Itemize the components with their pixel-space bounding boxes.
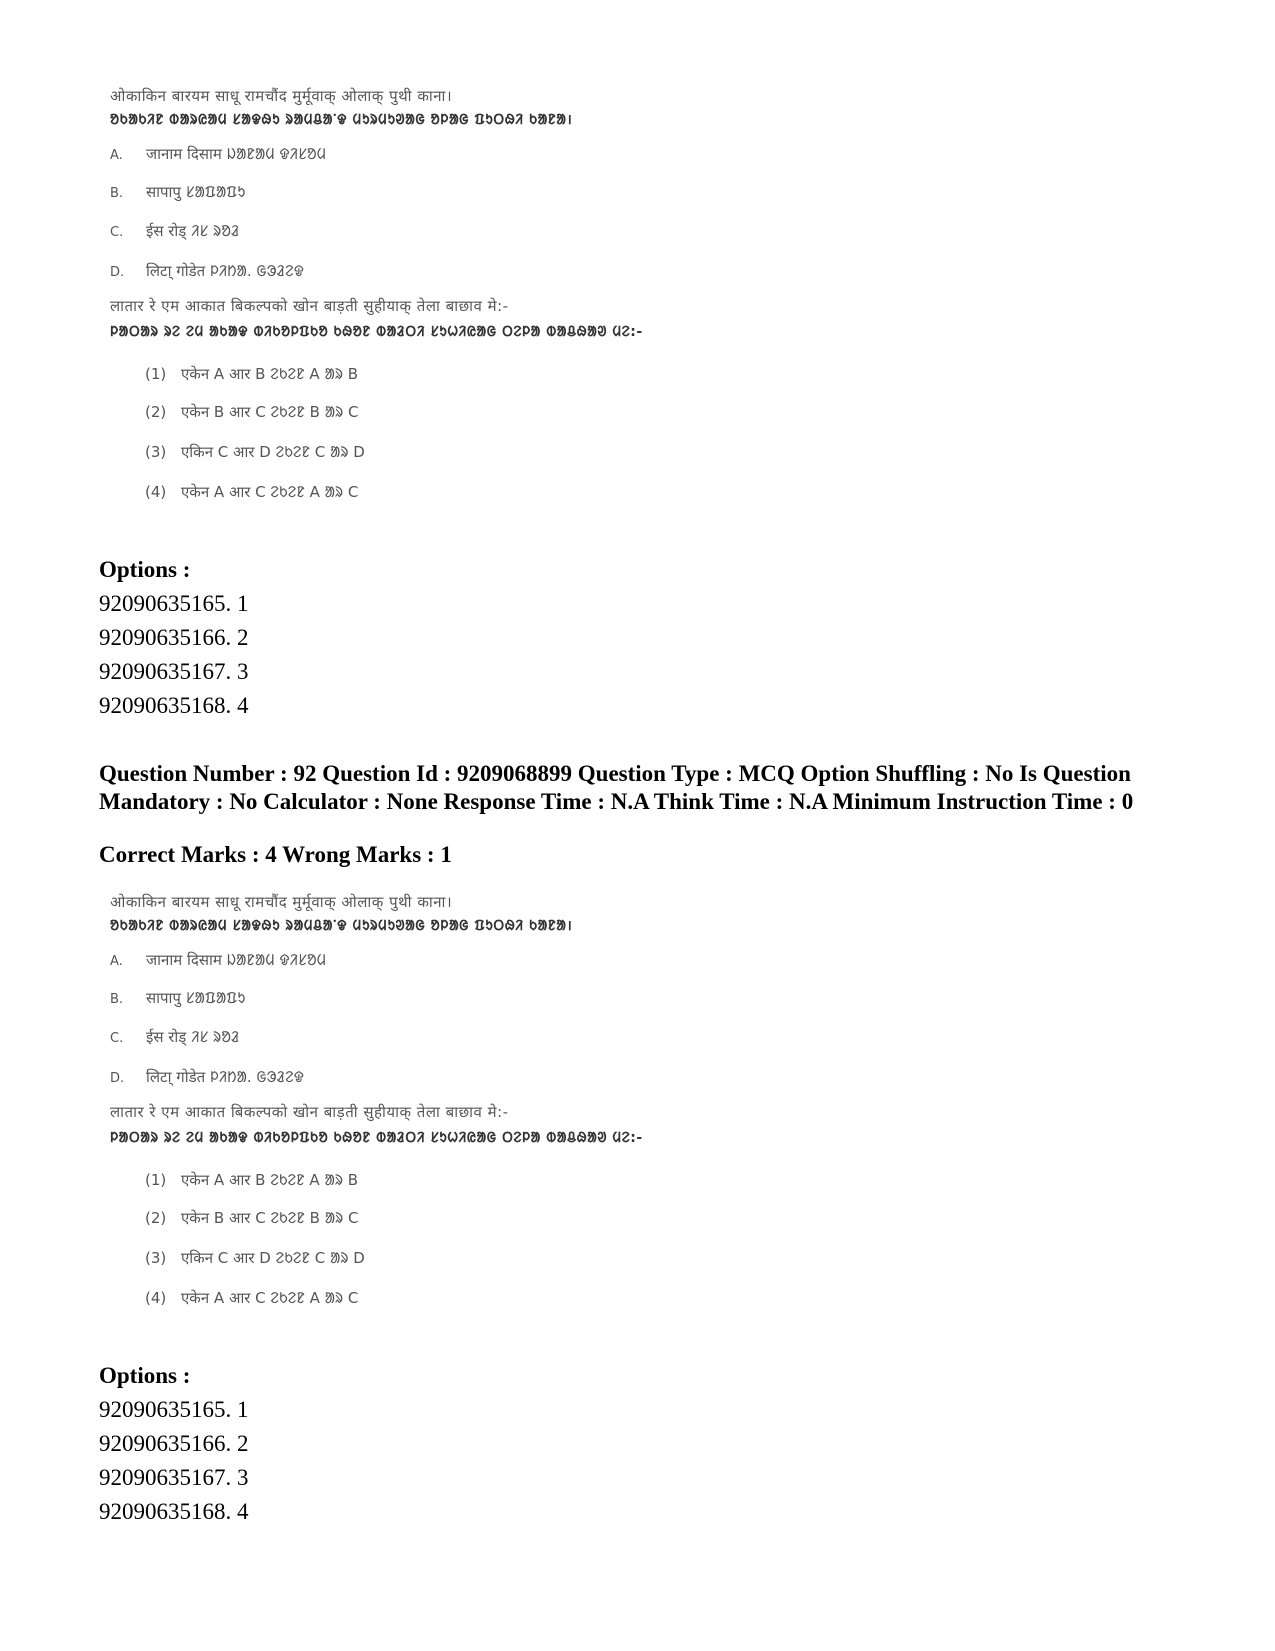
question-line-hindi: ओकाकिन बारयम साधू रामचौंद मुर्मूवाक् ओलाक् पुथी काना। <box>110 87 453 105</box>
list-item: B. सापापु ᱥᱟᱯᱟᱯᱩ <box>110 989 246 1007</box>
question-line-santali: ᱚᱠᱟᱠᱤᱱ ᱵᱟᱨᱭᱟᱢ ᱥᱟᱫᱷᱩ ᱨᱟᱢᱪᱟᱸᱫ ᱢᱩᱨᱢᱩᱣᱟᱜ ᱚᱞᱟᱜ ᱯᱩᱛᱷᱤ ᱠᱟᱱᱟ। <box>110 918 573 934</box>
list-item: A. जानाम दिसाम ᱡᱟᱱᱟᱢ ᱫᱤᱥᱚᱢ <box>110 145 327 163</box>
option-item: 92090635166. 2 <box>99 1431 249 1456</box>
option-item: 92090635168. 4 <box>99 693 249 718</box>
list-item: B. सापापु ᱥᱟᱯᱟᱯᱩ <box>110 183 246 201</box>
option-item: 92090635168. 4 <box>99 1499 249 1524</box>
option-item: 92090635167. 3 <box>99 659 249 684</box>
choice-item: (4) एकेन A आर C ᱮᱠᱮᱱ A ᱟᱨ C <box>145 483 359 501</box>
option-item: 92090635165. 1 <box>99 1397 249 1422</box>
list-item: C. ईस रोड् ᱤᱥ ᱨᱚᱲ <box>110 222 240 240</box>
option-item: 92090635166. 2 <box>99 625 249 650</box>
instruction-santali: ᱞᱟᱛᱟᱨ ᱨᱮ ᱮᱢ ᱟᱠᱟᱫ ᱵᱤᱠᱚᱞᱯᱠᱚ ᱠᱷᱚᱱ ᱵᱟᱲᱛᱤ ᱥᱩᱦᱤᱭᱟᱜ ᱛᱮᱞᱟ ᱵᱟᱪᱷᱟᱣ ᱢᱮ:- <box>110 324 643 340</box>
choice-item: (2) एकेन B आर C ᱮᱠᱮᱱ B ᱟᱨ C <box>145 403 359 421</box>
list-item: C. ईस रोड् ᱤᱥ ᱨᱚᱲ <box>110 1028 240 1046</box>
option-item: 92090635165. 1 <box>99 591 249 616</box>
options-title: Options : <box>99 557 191 582</box>
options-title: Options : <box>99 1363 191 1388</box>
option-item: 92090635167. 3 <box>99 1465 249 1490</box>
question-line-hindi: ओकाकिन बारयम साधू रामचौंद मुर्मूवाक् ओलाक् पुथी काना। <box>110 893 453 911</box>
question-line-santali: ᱚᱠᱟᱠᱤᱱ ᱵᱟᱨᱭᱟᱢ ᱥᱟᱫᱷᱩ ᱨᱟᱢᱪᱟᱸᱫ ᱢᱩᱨᱢᱩᱣᱟᱜ ᱚᱞᱟᱜ ᱯᱩᱛᱷᱤ ᱠᱟᱱᱟ। <box>110 112 573 128</box>
choice-item: (1) एकेन A आर B ᱮᱠᱮᱱ A ᱟᱨ B <box>145 1171 359 1189</box>
options-list <box>99 553 249 723</box>
question-marks: Correct Marks : 4 Wrong Marks : 1 <box>99 842 452 867</box>
choice-item: (2) एकेन B आर C ᱮᱠᱮᱱ B ᱟᱨ C <box>145 1209 359 1227</box>
instruction-santali: ᱞᱟᱛᱟᱨ ᱨᱮ ᱮᱢ ᱟᱠᱟᱫ ᱵᱤᱠᱚᱞᱯᱠᱚ ᱠᱷᱚᱱ ᱵᱟᱲᱛᱤ ᱥᱩᱦᱤᱭᱟᱜ ᱛᱮᱞᱟ ᱵᱟᱪᱷᱟᱣ ᱢᱮ:- <box>110 1130 643 1146</box>
list-item: A. जानाम दिसाम ᱡᱟᱱᱟᱢ ᱫᱤᱥᱚᱢ <box>110 951 327 969</box>
question-meta: Question Number : 92 Question Id : 9209068899 Question Type : MCQ Option Shuffling : No Is Question Mandatory : No Calculator : None Response Time : N.A Think Time : N.A Minimum Instruction Time : 0 <box>99 761 1134 814</box>
instruction-hindi: लातार रे एम आकात बिकल्पको खोन बाड़ती सुहीयाक् तेला बाछाव मे:- <box>110 1103 509 1121</box>
choice-item: (4) एकेन A आर C ᱮᱠᱮᱱ A ᱟᱨ C <box>145 1289 359 1307</box>
list-item: D. लिटा् गोडेत ᱞᱤᱴᱟ. ᱜᱳᱲᱮᱫ <box>110 1068 304 1086</box>
choice-item: (1) एकेन A आर B ᱮᱠᱮᱱ A ᱟᱨ B <box>145 365 359 383</box>
choice-item: (3) एकिन C आर D ᱮᱠᱮᱱ C ᱟᱨ D <box>145 1249 365 1267</box>
question-image <box>100 80 643 510</box>
choice-item: (3) एकिन C आर D ᱮᱠᱮᱱ C ᱟᱨ D <box>145 443 365 461</box>
options-list <box>99 1359 249 1529</box>
list-item: D. लिटा् गोडेत ᱞᱤᱴᱟ. ᱜᱳᱲᱮᱫ <box>110 262 304 280</box>
instruction-hindi: लातार रे एम आकात बिकल्पको खोन बाड़ती सुहीयाक् तेला बाछाव मे:- <box>110 297 509 315</box>
question-image <box>100 886 643 1316</box>
